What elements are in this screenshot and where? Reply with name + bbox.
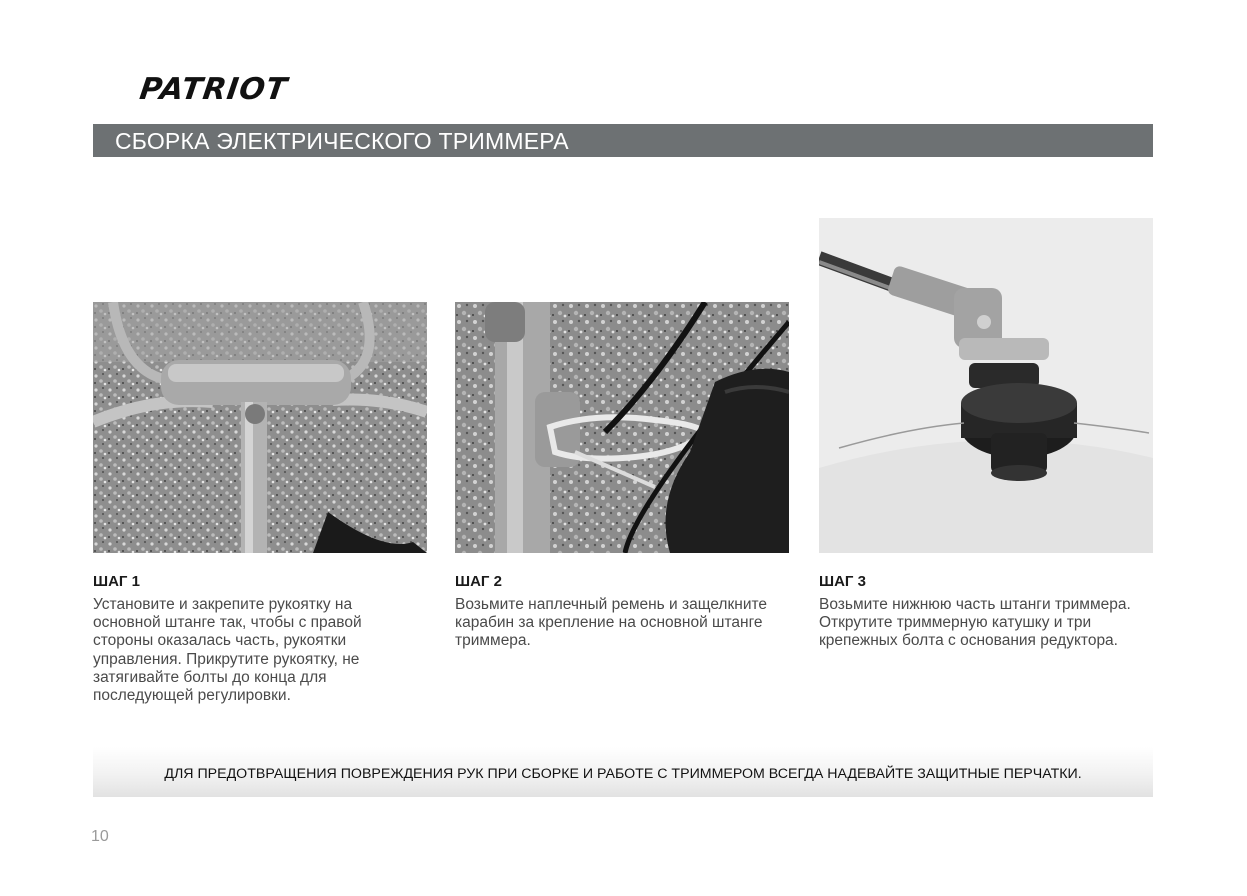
step-2-title: ШАГ 2 — [455, 573, 502, 590]
step-1-text: Установите и закрепите рукоятку на основной штанге так, чтобы с правой стороны оказалась часть, рукоятки управления. Прикрутите рукоятку, не затягивайте болты до конца для последующей регулировки. — [93, 596, 362, 705]
step-2-photo — [455, 302, 789, 553]
section-title: СБОРКА ЭЛЕКТРИЧЕСКОГО ТРИММЕРА — [93, 124, 1153, 157]
step-3-title: ШАГ 3 — [819, 573, 866, 590]
step-2-text: Возьмите наплечный ремень и защелкните карабин за крепление на основной штанге триммера. — [455, 596, 768, 650]
brand-logo: PATRIOT — [137, 72, 290, 107]
step-1-title: ШАГ 1 — [93, 573, 140, 590]
step-1-photo — [93, 302, 427, 553]
step-3-text: Возьмите нижнюю часть штанги триммера. Открутите триммерную катушку и три крепежных болта с основания редуктора. — [819, 596, 1131, 650]
page-number: 10 — [91, 828, 109, 845]
step-3-photo — [819, 218, 1153, 553]
safety-warning: ДЛЯ ПРЕДОТВРАЩЕНИЯ ПОВРЕЖДЕНИЯ РУК ПРИ СБОРКЕ И РАБОТЕ С ТРИММЕРОМ ВСЕГДА НАДЕВАЙТЕ ЗАЩИТНЫЕ ПЕРЧАТКИ. — [93, 747, 1153, 797]
